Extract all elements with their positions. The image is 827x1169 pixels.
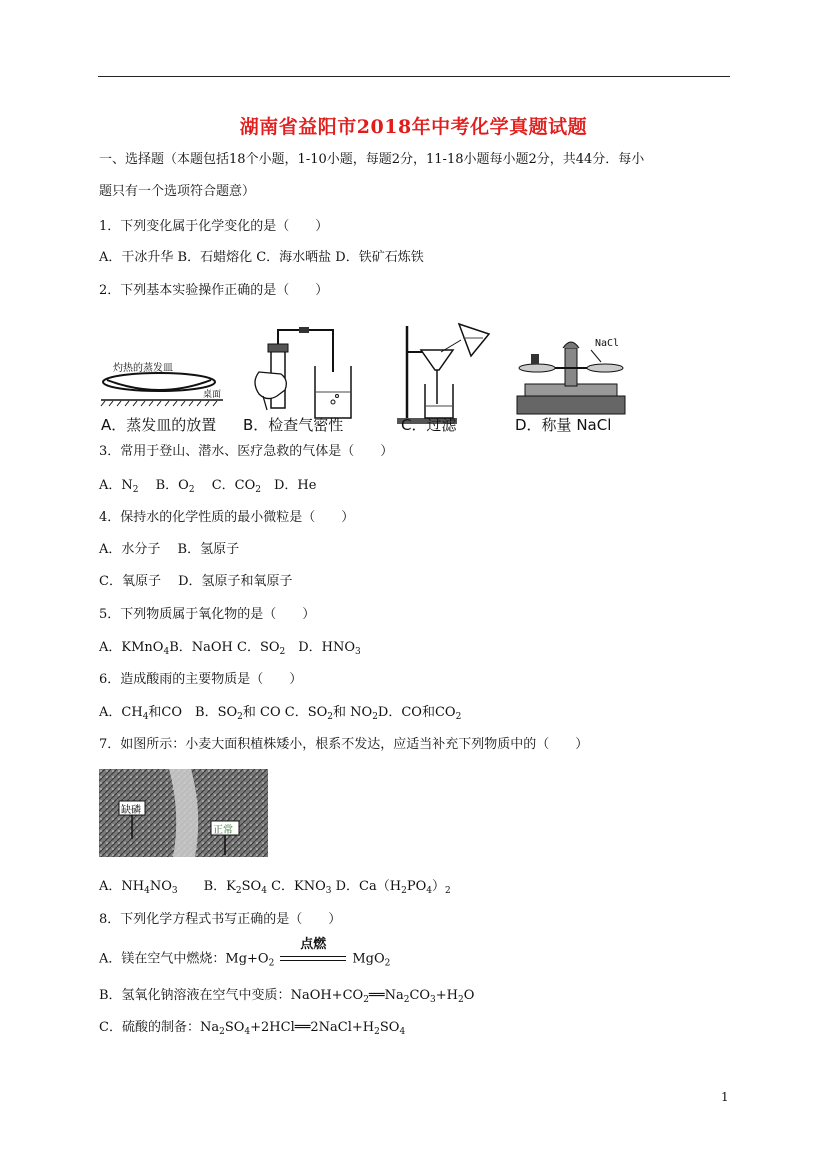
q6-options: A．$CH_4$和CO B．$SO_2$和 CO C．$SO_2$和 $NO_2D$．CO和$CO_2$ bbox=[99, 705, 462, 722]
figure-a-caption: A．蒸发皿的放置 bbox=[101, 416, 217, 434]
q6-stem: 6．造成酸雨的主要物质是（ ） bbox=[99, 672, 303, 687]
q8-option-b-prefix: B．氢氧化钠溶液在空气中变质： bbox=[99, 988, 291, 1003]
figure-d-caption: D．称量 NaCl bbox=[515, 416, 612, 434]
q5-options: A．KMnO$_4$B．NaOH C．$SO_2$ D．$HNO_3$ bbox=[99, 640, 361, 657]
q4-options-line2: C．氧原子 D．氢原子和氧原子 bbox=[99, 574, 293, 589]
figure-b-caption: B．检查气密性 bbox=[243, 416, 344, 434]
reaction-condition-label: 点燃 bbox=[300, 937, 327, 952]
header-rule bbox=[98, 76, 730, 77]
photo-label-right: 正常 bbox=[213, 825, 233, 836]
q5-stem: 5．下列物质属于氧化物的是（ ） bbox=[99, 607, 316, 622]
q3-stem: 3．常用于登山、潜水、医疗急救的气体是（ ） bbox=[99, 444, 394, 459]
q8-option-c: C．硫酸的制备：$Na_2SO_4+2HCl══2NaCl+H_2SO_4$ bbox=[99, 1020, 406, 1037]
q3-options: A．$N_2$ B．$O_2$ C．$CO_2$ D．He bbox=[99, 478, 317, 495]
section-heading-line1: 一、选择题（本题包括18个小题，1-10小题，每题2分，11-18小题每小题2分，共44分．每小 bbox=[99, 152, 645, 167]
q7-options: A．$NH_4NO_3$ B．$K_2SO_4$ C．$KNO_3$ D．$Ca(H_2PO_4)_2$ bbox=[99, 879, 451, 896]
reaction-condition-arrow bbox=[280, 937, 346, 967]
q2-stem: 2．下列基本实验操作正确的是（ ） bbox=[99, 283, 329, 298]
q8-option-b: B．氢氧化钠溶液在空气中变质：$NaOH+CO_2══Na_2CO_3+H_2O$ bbox=[99, 988, 475, 1005]
q2-figure-row bbox=[99, 322, 639, 434]
q4-stem: 4．保持水的化学性质的最小微粒是（ ） bbox=[99, 510, 355, 525]
q7-stem: 7．如图所示：小麦大面积植株矮小，根系不发达，应适当补充下列物质中的（ ） bbox=[99, 737, 589, 752]
q8-stem: 8．下列化学方程式书写正确的是（ ） bbox=[99, 912, 342, 927]
q1-stem: 1．下列变化属于化学变化的是（ ） bbox=[99, 219, 329, 234]
page-title: 湖南省益阳市2018年中考化学真题试题 bbox=[239, 116, 588, 138]
section-heading-line2: 题只有一个选项符合题意） bbox=[99, 184, 256, 199]
table-surface-label: 桌面 bbox=[203, 390, 222, 400]
q8-option-a-prefix: A．镁在空气中燃烧： bbox=[99, 951, 226, 967]
q1-options: A．干冰升华 B．石蜡熔化 C．海水晒盐 D．铁矿石炼铁 bbox=[99, 250, 424, 265]
q8-option-c-prefix: C．硫酸的制备： bbox=[99, 1020, 200, 1035]
q8-option-a: A．镁在空气中燃烧：$Mg+O_2$ 点燃 MgO$_2$ bbox=[99, 937, 391, 969]
q4-options-line1: A．水分子 B．氢原子 bbox=[99, 542, 240, 557]
dish-note-label: 灼热的蒸发皿 bbox=[113, 363, 173, 374]
figure-c-caption: C．过滤 bbox=[401, 416, 457, 434]
nacl-label: NaCl bbox=[595, 338, 620, 349]
photo-label-left: 缺磷 bbox=[121, 805, 141, 816]
page-number: 1 bbox=[721, 1090, 729, 1104]
